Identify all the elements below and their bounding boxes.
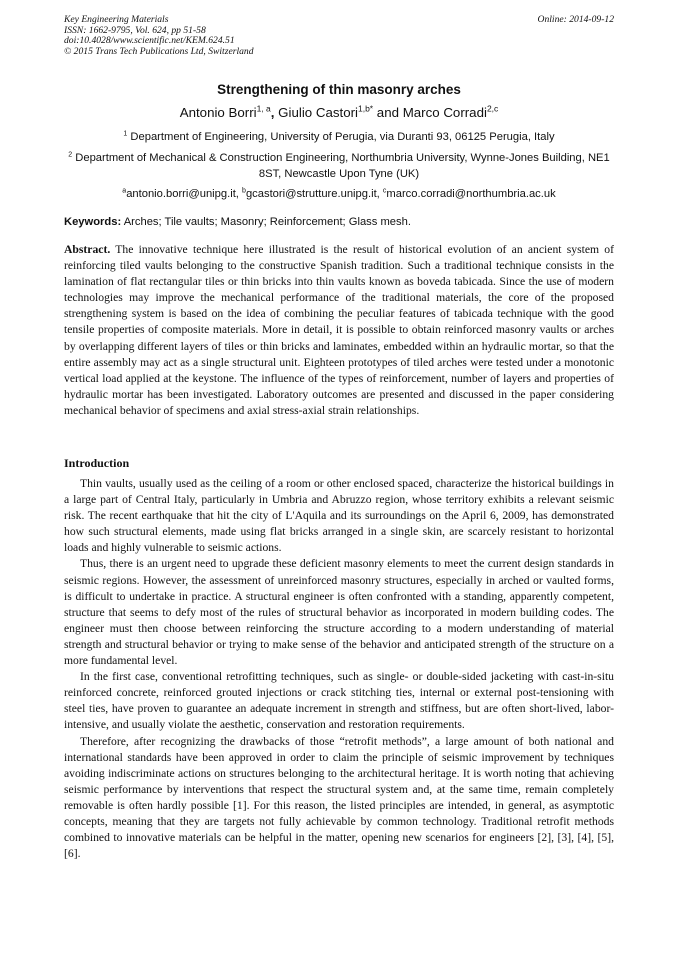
keywords-label: Keywords: xyxy=(64,216,122,228)
affiliation-1 xyxy=(64,130,614,146)
journal-copyright: © 2015 Trans Tech Publications Ltd, Switzerland xyxy=(64,46,254,58)
abstract-text: The innovative technique here illustrated is the result of historical evolution of an ancient system of reinforcing tiled vaults belonging to the constructive Spanish tradition. Such a traditional technique consists in the lamination of flat rectangular tiles or thin bricks into thin vaults known as boveda tabicada. Since the use of modern technologies may improve the mechanical performance of the traditional materials, the core of the proposed strengthening system is based on the idea of combining the peculiar features of tabicada technique with the good tensile properties of composite materials. More in detail, it is possible to obtain reinforced masonry vaults or arches by overlapping different layers of tiles or thin bricks and laminates, embedded within an hydraulic mortar, so that the entire assembly may act as a single structural unit. Eighteen prototypes of tiled arches were tested under a monotonic vertical load applied at the keystone. The influence of the types of reinforcement, number of layers and properties of hydraulic mortar has been investigated. Laboratory outcomes are presented and discussed in the paper considering mechanical behavior of specimens and axial stress-axial strain relationships. xyxy=(64,243,614,417)
email-link[interactable]: marco.corradi@northumbria.ac.uk xyxy=(386,188,556,200)
abstract-label: Abstract. xyxy=(64,243,111,256)
affiliation-text: Department of Mechanical & Construction Engineering, Northumbria University, Wynne-Jones Building, NE1 8ST, Newcastle Upon Tyne (UK) xyxy=(72,152,610,180)
affiliation-2 xyxy=(64,151,614,182)
journal-name: Key Engineering Materials xyxy=(64,14,169,25)
author-name: Marco Corradi xyxy=(402,105,487,120)
paper-title: Strengthening of thin masonry arches xyxy=(217,82,461,97)
intro-paragraph: Thus, there is an urgent need to upgrade these deficient masonry elements to meet the current design standards in seismic regions. However, the assessment of unreinforced masonry structures, especially in arched or vaulted forms, is difficult to undertake in practice. A structural engineer is often confronted with a standing, apparently competent, structure that seems to defy most of the rules of structural behavior as incorporated in modern building codes. The engineer must then choose between reinforcing the structure according to a modern understanding of material strength and structural behavior or trying to make sense of the behavior and anticipated strength of the structure on a more fundamental level. xyxy=(64,557,614,668)
author-name: Giulio Castori xyxy=(278,105,358,120)
journal-header xyxy=(64,15,254,58)
affiliation-number: 2 xyxy=(68,151,73,159)
author-name: Antonio Borri xyxy=(179,105,257,120)
author-separator: and xyxy=(373,105,403,120)
email-superscript: a xyxy=(122,187,127,195)
introduction-body xyxy=(64,476,614,862)
keywords-line xyxy=(64,216,614,228)
email-superscript: c xyxy=(382,187,387,195)
email-superscript: b xyxy=(242,187,246,195)
email-list xyxy=(64,187,614,203)
affiliation-number: 1 xyxy=(123,130,128,138)
author-list xyxy=(0,105,678,120)
keywords-text: Arches; Tile vaults; Masonry; Reinforcement; Glass mesh. xyxy=(121,216,411,228)
affiliation-text: Department of Engineering, University of Perugia, via Duranti 93, 06125 Perugia, Italy xyxy=(127,131,555,143)
email-link[interactable]: gcastori@strutture.unipg.it, xyxy=(245,188,383,200)
author-superscript: 2,c xyxy=(486,103,499,114)
section-heading-introduction: Introduction xyxy=(64,456,130,470)
journal-doi: doi:10.4028/www.scientific.net/KEM.624.51 xyxy=(64,35,235,47)
intro-paragraph: In the first case, conventional retrofitting techniques, such as single- or double-sided jacketing with cast-in-situ reinforced concrete, reinforced grouted injections or crack stitching ties, internal or external post-tensioning with steel ties, have proven to guarantee an adequate increment in strength and stiffness, but are often short-lived, labor-intensive, and usually violate the aesthetic, conservation and restoration requirements. xyxy=(64,670,614,732)
online-date: Online: 2014-09-12 xyxy=(537,14,614,25)
abstract xyxy=(64,242,614,419)
author-superscript: 1, a xyxy=(256,103,271,114)
journal-issn: ISSN: 1662-9795, Vol. 624, pp 51-58 xyxy=(64,24,206,36)
author-superscript: 1,b* xyxy=(357,103,374,114)
email-link[interactable]: antonio.borri@unipg.it, xyxy=(126,188,243,200)
author-separator: , xyxy=(270,105,279,120)
intro-paragraph: Thin vaults, usually used as the ceiling of a room or other enclosed spaced, characterize the historical buildings in a large part of Central Italy, particularly in Umbria and Abruzzo region, whose territory exhibits a relevant seismic risk. The recent earthquake that hit the city of L'Aquila and its surroundings on the April 6, 2009, has demonstrated how such structural elements, made using flat bricks arranged in a single skin, are scarcely resistant to horizontal loads and highly vulnerable to seismic actions. xyxy=(64,477,614,555)
intro-paragraph: Therefore, after recognizing the drawbacks of those “retrofit methods”, a large amount of both national and international standards have been approved in order to claim the principle of seismic improvement by techniques avoiding indiscriminate actions on structures belonging to the architectural heritage. It is worth noting that achieving seismic performance by interventions that respect the structural system and, at the same time, remain completely removable is often hardly possible [1]. For this reason, the listed principles are intended, in general, as asymptotic concepts, meaning that they are targets not fully achievable by common technology. Traditional retrofit methods combined to innovative materials can be helpful in the matter, opening new scenarios for engineers [2], [3], [4], [5], [6]. xyxy=(64,734,614,861)
